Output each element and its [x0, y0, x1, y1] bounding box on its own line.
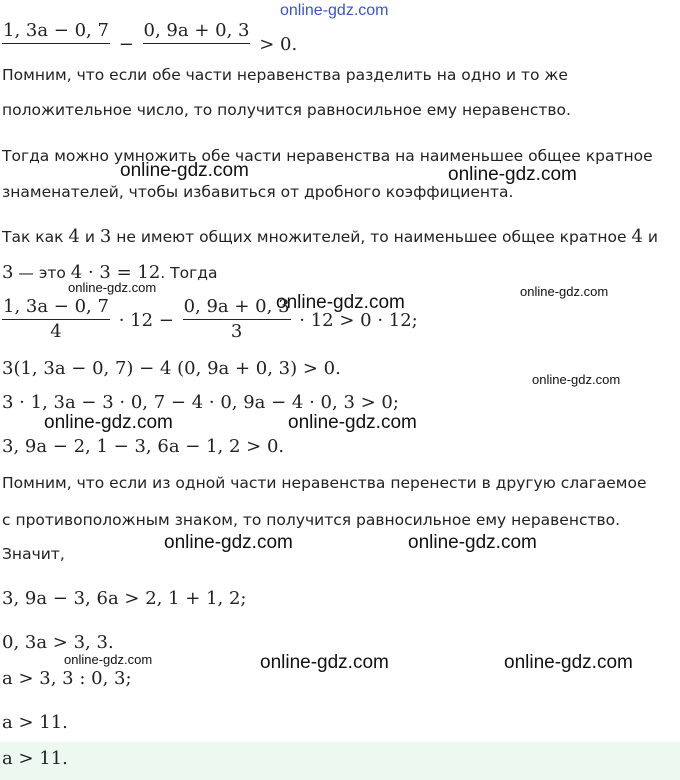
denominator: 3: [190, 45, 203, 66]
watermark: online-gdz.com: [408, 532, 537, 553]
watermark: online-gdz.com: [68, 280, 157, 295]
watermark: online-gdz.com: [280, 2, 389, 19]
math-expression: 4 · 3 = 12: [70, 262, 161, 283]
paragraph: Помним, что если обе части неравенства разделить на одно и то же: [2, 66, 568, 84]
watermark: online-gdz.com: [164, 532, 293, 553]
operator: −: [118, 33, 134, 55]
text-fragment: . Тогда: [160, 264, 218, 282]
watermark: online-gdz.com: [260, 652, 389, 673]
text-fragment: и: [84, 228, 95, 246]
paragraph: с противоположным знаком, то получится равносильное ему неравенство.: [2, 511, 621, 529]
equation-step: 3 · 1, 3a − 3 · 0, 7 − 4 · 0, 9a − 4 · 0, 3 > 0;: [2, 392, 399, 413]
watermark: online-gdz.com: [64, 652, 153, 667]
paragraph: Значит,: [2, 545, 65, 563]
fraction: [183, 296, 291, 344]
fraction: [143, 20, 251, 68]
text-fragment: не имеют общих множителей, то наименьшее общее кратное: [116, 228, 627, 246]
multiplied-inequality: [2, 296, 421, 344]
watermark: online-gdz.com: [288, 412, 417, 433]
numerator: 1, 3a − 0, 7: [2, 20, 110, 44]
paragraph: знаменателей, чтобы избавиться от дробного коэффициента.: [2, 183, 514, 201]
paragraph: Тогда можно умножить обе части неравенства на наименьшее общее кратное: [2, 147, 653, 165]
answer-box: [0, 742, 680, 780]
equation-step: a > 3, 3 : 0, 3;: [2, 668, 132, 689]
math-number: 3: [2, 262, 14, 283]
equation-step: 0, 3a > 3, 3.: [2, 632, 114, 653]
watermark: online-gdz.com: [276, 292, 405, 313]
denominator: 4: [50, 45, 62, 66]
watermark: online-gdz.com: [520, 284, 609, 299]
math-number: 3: [99, 226, 112, 247]
paragraph: положительное число, то получится равносильное ему неравенство.: [2, 101, 571, 119]
inequality-rest: · 12 > 0 · 12;: [299, 309, 418, 331]
initial-inequality: [2, 20, 300, 68]
watermark: online-gdz.com: [448, 164, 577, 185]
numerator: 0, 9a + 0, 3: [143, 20, 251, 44]
operator: · 12 −: [118, 309, 174, 331]
numerator: 0, 9a + 0, 3: [183, 296, 291, 320]
math-number: 4: [631, 226, 643, 247]
text-fragment: — это: [18, 264, 66, 282]
paragraph-lcm: [2, 226, 658, 247]
fraction: [2, 20, 110, 68]
equation-step: 3(1, 3a − 0, 7) − 4 (0, 9a + 0, 3) > 0.: [2, 358, 341, 379]
watermark: online-gdz.com: [532, 372, 621, 387]
inequality-rest: > 0.: [259, 33, 298, 55]
watermark: online-gdz.com: [504, 652, 633, 673]
equation-step: 3, 9a − 3, 6a > 2, 1 + 1, 2;: [2, 588, 247, 609]
final-answer: a > 11.: [2, 748, 68, 769]
math-number: 4: [68, 226, 80, 247]
fraction: [2, 296, 110, 344]
equation-step: a > 11.: [2, 712, 68, 733]
watermark: online-gdz.com: [120, 160, 249, 181]
equation-step: 3, 9a − 2, 1 − 3, 6a − 1, 2 > 0.: [2, 436, 285, 457]
numerator: 1, 3a − 0, 7: [2, 296, 110, 320]
paragraph-lcm-2: [2, 262, 217, 283]
denominator: 3: [230, 321, 243, 342]
denominator: 4: [50, 321, 62, 342]
text-fragment: и: [647, 228, 658, 246]
paragraph: Помним, что если из одной части неравенства перенести в другую слагаемое: [2, 474, 647, 492]
watermark: online-gdz.com: [44, 412, 173, 433]
text-fragment: Так как: [2, 228, 64, 246]
